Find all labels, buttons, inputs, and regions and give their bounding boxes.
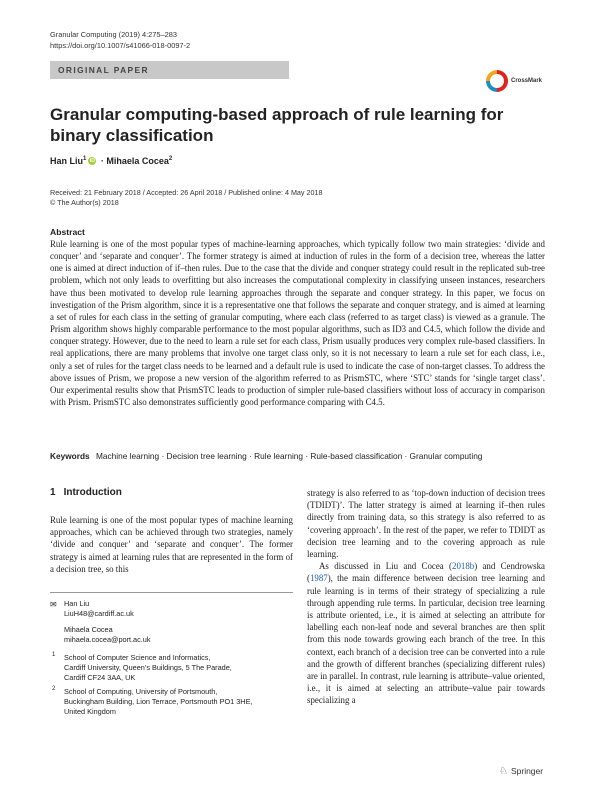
keywords-label: Keywords <box>50 451 90 461</box>
contact-block <box>64 599 151 645</box>
intro-paragraph: strategy is also referred to as ‘top-down induction of decision trees (TDIDT)’. The latter strategy is aimed at learning if–then rules directly from training data, so this strategy is also referred to as ‘covering approach’. In the rest of the paper, we refer to TDIDT as decision tree learning and to the covering approach as rule learning. <box>307 488 545 560</box>
intro-right-column <box>307 487 545 707</box>
contact-name: Mihaela Cocea <box>64 625 113 634</box>
affiliation-line: Buckingham Building, Lion Terrace, Portsmouth PO1 3HE, <box>64 697 253 706</box>
keywords-list: Machine learning · Decision tree learning · Rule learning · Rule-based classification · Granular computing <box>95 451 483 461</box>
history-dates: Received: 21 February 2018 / Accepted: 26 April 2018 / Published online: 4 May 2018 <box>50 188 323 197</box>
affiliation-line: Cardiff University, Queen’s Buildings, 5 The Parade, <box>64 663 232 672</box>
affiliation-line: United Kingdom <box>64 707 116 716</box>
publisher-logo <box>499 766 543 777</box>
abstract-text: Rule learning is one of the most popular types of machine-learning approaches, which typically follow two main strategies: ‘divide and conquer’ and ‘separate and conquer’. The former strategy is aimed at induction of rules in the form of a decision tree, whereas the latter one is aimed at direct induction of if–then rules. Due to the case that the divide and conquer strategy could result in the replicated sub-tree problem, which not only leads to overfitting but also increases the computational complexity in classifying unseen instances, researchers have thus been motivated to develop rule learning approaches through the separate and conquer strategy. In this paper, we focus on investigation of the Prism algorithm, since it is a representative one that follows the separate and conquer strategy, and is aimed at learning a set of rules for each class in the setting of granular computing, where each class (referred to as target class) is viewed as a granule. The Prism algorithm shows highly comparable performance to the most popular algorithms, such as ID3 and C4.5, which follow the divide and conquer strategy. However, due to the need to learn a rule set for each class, Prism usually produces very complex rule-based classifiers. In real applications, there are many problems that involve one target class only, so it is not necessary to learn a rule set for each class, i.e., only a set of rules for the target class needs to be learned and a default rule is used to indicate the case of non-target classes. To address the above issues of Prism, we propose a new version of the algorithm referred to as PrismSTC, where ‘STC’ stands for ‘single target class’. Our experimental results show that PrismSTC leads to production of simpler rule-based classifiers without loss of accuracy in comparison with Prism. PrismSTC also demonstrates sufficiently good performance comparing with C4.5. <box>50 239 545 408</box>
affiliation-number: 1 <box>52 652 56 658</box>
affiliation-marker: 1 <box>83 156 87 162</box>
contact-email[interactable]: LiuH48@cardiff.ac.uk <box>64 609 134 618</box>
affiliation-marker: 2 <box>168 156 173 162</box>
publisher-name: Springer <box>510 766 544 776</box>
intro-left-paragraph: Rule learning is one of the most popular types of machine learning approaches, which can be achieved through two strategies, namely ‘divide and conquer’ and ‘separate and conquer’. The former strategy is aimed at learning rules that are represented in the form of a decision tree, so this <box>50 515 293 574</box>
contact-email[interactable]: mihaela.cocea@port.ac.uk <box>64 635 151 644</box>
affiliation-line: School of Computing, University of Portsmouth, <box>64 687 218 696</box>
keywords <box>50 451 482 461</box>
springer-horse-icon: ♘ <box>499 766 508 777</box>
affiliation-line: Cardiff CF24 3AA, UK <box>64 673 136 682</box>
footnote-divider <box>50 592 293 593</box>
citation-link[interactable]: 2018b <box>452 561 475 572</box>
journal-doi[interactable]: https://doi.org/10.1007/s41066-018-0097-2 <box>50 40 191 50</box>
author-separator: · <box>100 156 104 166</box>
envelope-icon: ✉ <box>50 600 57 609</box>
section-label: ORIGINAL PAPER <box>58 65 149 75</box>
orcid-icon[interactable]: iD <box>89 158 95 164</box>
section-title: Introduction <box>63 487 122 498</box>
contact-name: Han Liu <box>64 599 90 608</box>
author-name[interactable]: Mihaela Cocea <box>106 156 169 166</box>
crossmark-label: CrossMark <box>511 78 543 84</box>
copyright: © The Author(s) 2018 <box>50 198 119 207</box>
journal-header <box>50 30 190 51</box>
crossmark-icon <box>486 70 508 92</box>
abstract-heading: Abstract <box>50 227 85 237</box>
publication-dates <box>50 188 323 208</box>
affiliation-line: School of Computer Science and Informatics, <box>64 653 211 662</box>
affiliation-2 <box>64 687 252 717</box>
paper-title: Granular computing-based approach of rule learning for binary classification <box>50 105 504 145</box>
author-name[interactable]: Han Liu <box>50 156 83 166</box>
crossmark-badge[interactable] <box>486 70 546 100</box>
affiliation-number: 2 <box>52 686 56 692</box>
author-list <box>50 156 172 166</box>
section-number: 1 <box>50 487 56 498</box>
affiliation-1 <box>64 653 232 683</box>
intro-paragraph: As discussed in Liu and Cocea (2018b) and Cendrowska (1987), the main difference between decision tree learning and rule learning is in terms of their strategy of specializing a rule through appending rule terms. In particular, decision tree learning is attribute oriented, i.e., it is aimed at selecting an attribute for labelling each non-leaf node and several branches are then split from this node towards growing each branch of the tree. In this context, each branch of a decision tree can be converted into a rule and the growth of different branches (specializing different rules) are in parallel. In contrast, rule learning is attribute–value oriented, i.e., it is aimed at selecting an attribute–value pair towards specializing a <box>307 561 545 706</box>
section-heading <box>50 487 130 498</box>
journal-citation: Granular Computing (2019) 4:275–283 <box>50 30 177 39</box>
citation-link[interactable]: 1987 <box>309 573 328 584</box>
